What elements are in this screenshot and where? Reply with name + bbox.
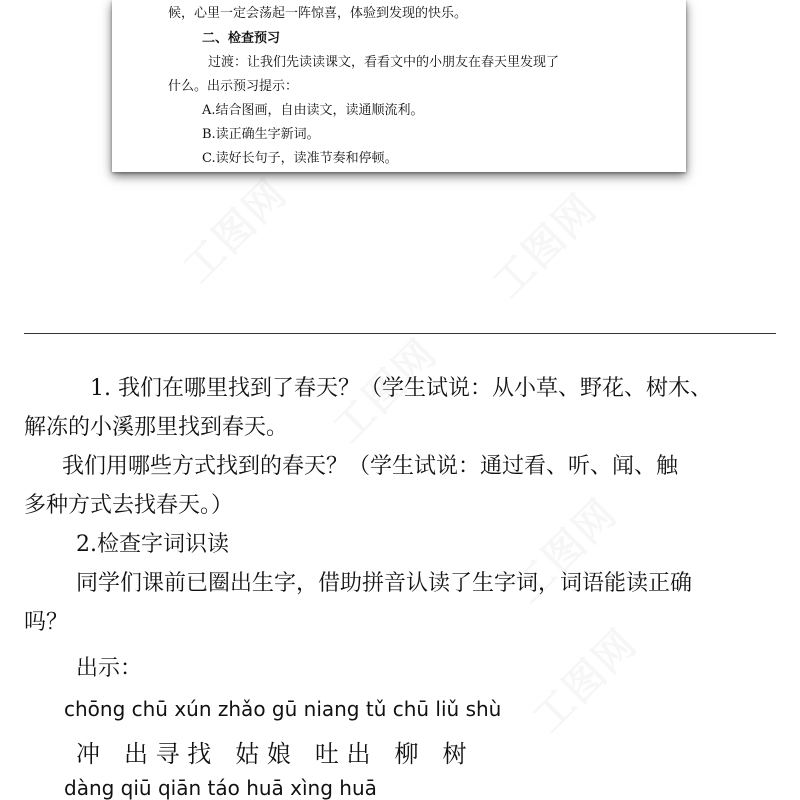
pinyin-row-1: chōng chū xún zhǎo gū niang tǔ chū liǔ shù bbox=[64, 697, 502, 721]
hanzi-row-1: 冲 出 寻 找 姑 娘 吐 出 柳 树 bbox=[76, 740, 467, 768]
document-preview-card bbox=[112, 0, 686, 172]
question-1-line-1: 1. 我们在哪里找到了春天？（学生试说：从小草、野花、树木、 bbox=[90, 376, 712, 401]
question-1-line-2: 解冻的小溪那里找到春天。 bbox=[24, 415, 289, 440]
watermark bbox=[168, 164, 297, 293]
section-heading-vocab: 2.检查字词识读 bbox=[76, 532, 229, 557]
watermark bbox=[478, 179, 607, 308]
preview-item-c: C.读好长句子，读准节奏和停顿。 bbox=[202, 151, 398, 166]
watermark bbox=[518, 614, 647, 743]
preview-item-b: B.读正确生字新词。 bbox=[202, 127, 320, 142]
preview-item-a: A.结合图画，自由读文，读通顺流利。 bbox=[202, 103, 424, 118]
preview-line-1: 候，心里一定会荡起一阵惊喜，体验到发现的快乐。 bbox=[168, 6, 468, 21]
preview-line-4: 什么。出示预习提示： bbox=[168, 79, 299, 94]
vocab-intro-line-2: 吗？ bbox=[24, 610, 69, 635]
vocab-intro-line-1: 同学们课前已圈出生字，借助拼音认读了生字词，词语能读正确 bbox=[76, 571, 693, 596]
show-label: 出示： bbox=[76, 656, 143, 681]
question-2-line-2: 多种方式去找春天。） bbox=[24, 493, 234, 518]
preview-heading: 二、检查预习 bbox=[202, 31, 281, 46]
preview-line-3: 过渡：让我们先读读课文，看看文中的小朋友在春天里发现了 bbox=[208, 55, 560, 70]
pinyin-row-2: dàng qiū qiān táo huā xìng huā bbox=[64, 776, 377, 800]
question-2-line-1: 我们用哪些方式找到的春天？（学生试说：通过看、听、闻、触 bbox=[62, 454, 679, 479]
section-divider bbox=[24, 333, 776, 334]
